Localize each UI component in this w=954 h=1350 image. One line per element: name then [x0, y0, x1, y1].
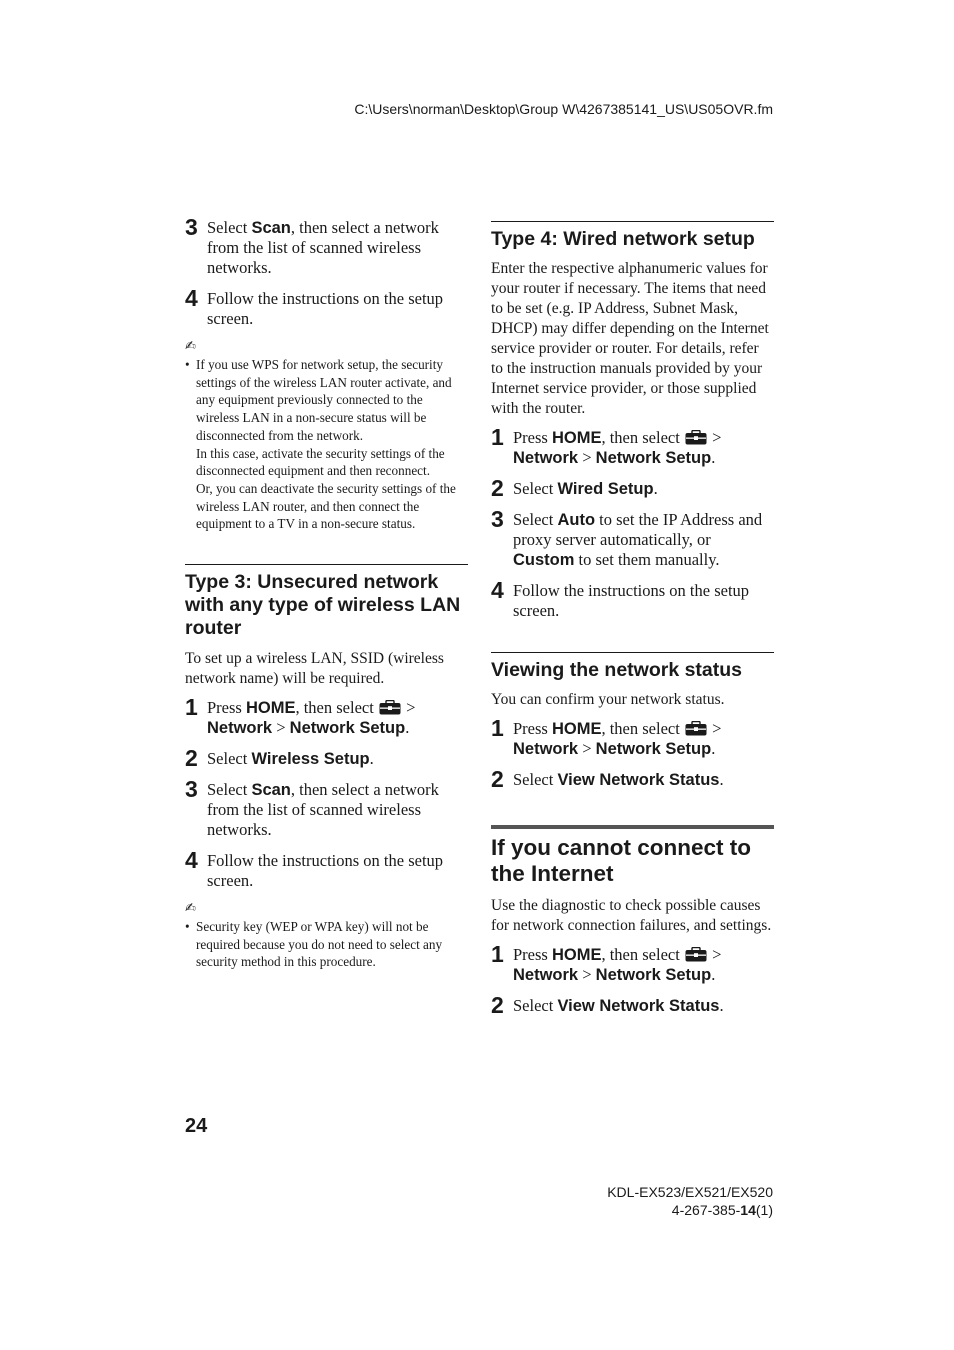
step-3-scan	[185, 214, 468, 278]
step-text: , then select a network from the list of scanned wireless networks.	[207, 780, 439, 840]
menu-item-wireless-setup: Wireless Setup	[251, 750, 370, 769]
step-text: Select	[513, 996, 558, 1015]
menu-item-network-setup: Network Setup	[595, 449, 712, 467]
step-number: 4	[185, 285, 198, 311]
model-name: KDL-EX523/EX521/EX520	[607, 1184, 773, 1200]
step-text: Select	[513, 479, 558, 498]
menu-item-scan: Scan	[251, 219, 291, 237]
step-4-follow	[491, 577, 774, 621]
toolbox-icon	[685, 430, 707, 445]
home-button-label: HOME	[245, 699, 296, 718]
step-number: 3	[185, 214, 198, 240]
step-text: Follow the instructions on the setup screen.	[513, 581, 750, 620]
step-number: 3	[185, 776, 198, 803]
section-intro: You can confirm your network status.	[491, 691, 725, 708]
step-text: >	[707, 719, 722, 738]
step-number: 2	[491, 766, 504, 792]
step-text: >	[707, 945, 722, 964]
step-number: 4	[185, 847, 198, 874]
step-text: Press	[513, 719, 552, 738]
step-text: >	[578, 448, 596, 467]
step-2-wired-setup	[491, 475, 774, 501]
step-text: , then select	[601, 428, 684, 447]
note-text: Security key (WEP or WPA key) will not be required because you do not need to select any security method in this procedure.	[196, 919, 443, 970]
step-text: .	[405, 718, 410, 738]
menu-item-custom: Custom	[513, 551, 575, 569]
model-code-bold: 14	[740, 1202, 756, 1218]
step-3-scan	[185, 776, 468, 840]
note-pencil-icon: ✍	[185, 339, 196, 354]
step-text: >	[272, 718, 290, 738]
step-text: >	[401, 698, 416, 718]
home-button-label: HOME	[551, 720, 602, 738]
note-text: Or, you can deactivate the security settings of the wireless LAN router, and then connect the equipment to a TV in a non-secure status.	[196, 480, 456, 532]
menu-item-view-network-status: View Network Status	[557, 771, 720, 789]
menu-item-auto: Auto	[557, 511, 596, 529]
step-1-press-home	[185, 694, 468, 738]
step-text: >	[707, 428, 722, 447]
step-text: Press	[513, 428, 552, 447]
model-info	[607, 1183, 773, 1219]
step-1-press-home	[491, 941, 774, 985]
menu-item-network-setup: Network Setup	[289, 719, 406, 738]
step-number: 3	[491, 506, 504, 532]
step-text: .	[719, 770, 724, 789]
menu-item-wired-setup: Wired Setup	[557, 480, 654, 498]
menu-item-scan: Scan	[251, 781, 291, 800]
step-text: .	[653, 479, 658, 498]
section-intro: To set up a wireless LAN, SSID (wireless network name) will be required.	[185, 650, 444, 688]
page-number: 24	[185, 1115, 208, 1137]
menu-item-network: Network	[513, 740, 579, 758]
step-number: 1	[491, 941, 504, 967]
section-intro: Enter the respective alphanumeric values for your router if necessary. The items that need to be set (e.g. IP Address, Subnet Mask, DHCP) may differ depending on the Internet service provider or router. For details, refer to the instruction manuals provided by your Internet service provider, or those supplied with the router.	[491, 260, 769, 417]
step-text: Select	[207, 749, 252, 769]
step-text: .	[719, 996, 724, 1015]
model-code-text: 4-267-385-	[671, 1202, 741, 1218]
step-text: .	[711, 739, 716, 758]
menu-item-network: Network	[513, 966, 579, 984]
step-4-follow	[185, 285, 468, 329]
toolbox-icon	[379, 700, 401, 715]
step-text: Select	[207, 780, 252, 800]
step-text: .	[711, 448, 716, 467]
step-3-auto-custom	[491, 506, 774, 570]
note-text: In this case, activate the security settings of the disconnected equipment and then reconnect.	[196, 445, 445, 479]
section-divider	[491, 652, 774, 653]
step-text: >	[578, 739, 596, 758]
toolbox-icon	[685, 721, 707, 736]
step-number: 2	[491, 992, 504, 1018]
home-button-label: HOME	[551, 946, 602, 964]
step-text: , then select	[295, 698, 378, 718]
toolbox-icon	[685, 947, 707, 962]
step-number: 1	[491, 715, 504, 741]
step-text: .	[711, 965, 716, 984]
step-text: , then select a network from the list of scanned wireless networks.	[207, 218, 439, 277]
file-path-header: C:\Users\norman\Desktop\Group W\4267385141_US\US05OVR.fm	[354, 101, 773, 117]
menu-item-network-setup: Network Setup	[595, 966, 712, 984]
section-divider-thick	[491, 825, 774, 829]
step-2-view-status	[491, 766, 774, 792]
step-text: >	[578, 965, 596, 984]
menu-item-view-network-status: View Network Status	[557, 997, 720, 1015]
step-text: Press	[207, 698, 246, 718]
home-button-label: HOME	[551, 429, 602, 447]
bullet: •	[185, 919, 190, 935]
step-text: Select	[513, 510, 558, 529]
step-number: 4	[491, 577, 504, 603]
step-number: 2	[491, 475, 504, 501]
step-text: Select	[513, 770, 558, 789]
section-intro: Use the diagnostic to check possible causes for network connection failures, and settings.	[491, 897, 772, 934]
step-number: 1	[185, 694, 198, 721]
section-divider	[185, 564, 468, 565]
step-text: Follow the instructions on the setup screen.	[207, 851, 444, 891]
section-heading-type3: Type 3: Unsecured network with any type of wireless LAN router	[185, 571, 461, 640]
step-1-press-home	[491, 715, 774, 759]
bullet: •	[185, 357, 190, 372]
note-text: If you use WPS for network setup, the security settings of the wireless LAN router activate, and any equipment previously connected to the wireless LAN in a non-secure status will be disconnected from the network.	[196, 357, 452, 443]
menu-item-network: Network	[513, 449, 579, 467]
step-1-press-home	[491, 424, 774, 468]
left-column	[185, 214, 468, 971]
step-text: , then select	[601, 719, 684, 738]
step-number: 1	[491, 424, 504, 450]
note-pencil-icon: ✍	[185, 901, 196, 917]
step-text: Press	[513, 945, 552, 964]
section-heading-viewing-status: Viewing the network status	[491, 659, 743, 681]
section-heading-cannot-connect: If you cannot connect to the Internet	[491, 835, 752, 886]
step-4-follow	[185, 847, 468, 891]
step-text: .	[369, 749, 374, 769]
note-wps	[185, 356, 468, 533]
step-number: 2	[185, 745, 198, 772]
step-text: to set them manually.	[574, 550, 720, 569]
step-text: to set the IP Address and proxy server automatically, or	[513, 510, 763, 549]
step-2-view-status	[491, 992, 774, 1018]
note-security-key	[185, 918, 468, 971]
step-text: Select	[207, 218, 252, 237]
right-column	[491, 221, 774, 1027]
model-code	[607, 1201, 773, 1219]
section-divider	[491, 221, 774, 222]
step-text: , then select	[601, 945, 684, 964]
model-code-text: (1)	[755, 1202, 773, 1218]
menu-item-network: Network	[207, 719, 273, 738]
menu-item-network-setup: Network Setup	[595, 740, 712, 758]
step-2-wireless-setup	[185, 745, 468, 772]
step-text: Follow the instructions on the setup screen.	[207, 289, 444, 328]
section-heading-type4: Type 4: Wired network setup	[491, 228, 755, 250]
